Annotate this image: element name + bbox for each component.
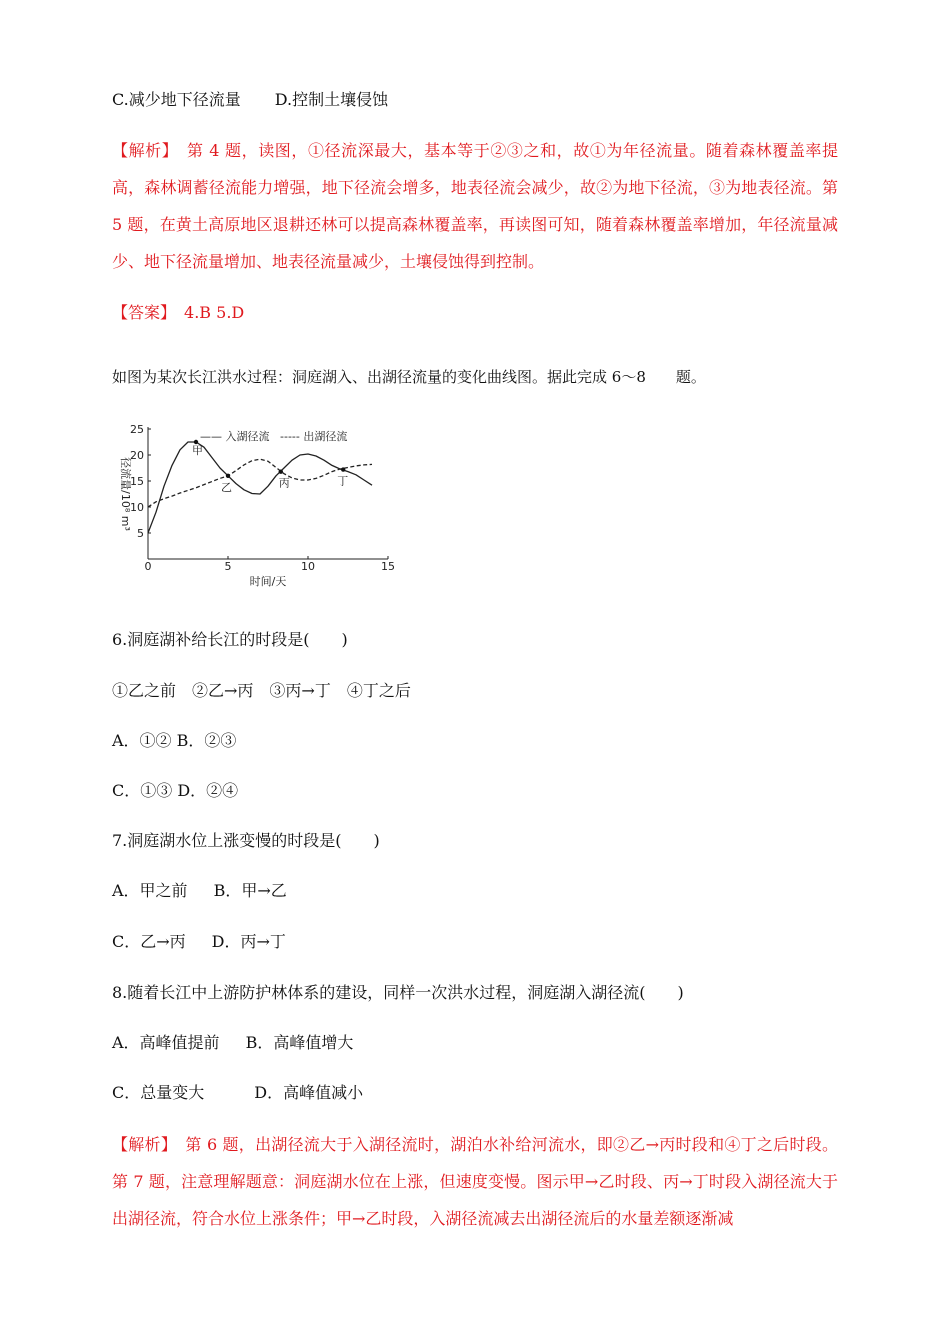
analysis-label: 【解析】 [112, 141, 171, 160]
y-tick-label: 15 [130, 475, 144, 488]
point-label-乙: 乙 [221, 480, 232, 494]
x-tick-label: 5 [224, 560, 232, 573]
x-tick-label: 10 [301, 560, 315, 573]
y-axis-label: 径流量/10⁸ m³ [119, 457, 132, 531]
q5-option-row [112, 90, 388, 110]
q5-option-c: C.减少地下径流量 [112, 90, 241, 109]
point-label-丙: 丙 [278, 476, 290, 490]
point-乙 [226, 474, 230, 478]
y-tick-label: 5 [137, 527, 144, 540]
point-丁 [341, 467, 345, 471]
q7-option-d: D．丙→丁 [211, 932, 286, 951]
q5-option-d: D.控制土壤侵蚀 [274, 90, 389, 109]
legend-outflow: ----- 出湖径流 [280, 430, 348, 443]
q6-items: ①乙之前 ②乙→丙 ③丙→丁 ④丁之后 [112, 681, 411, 700]
analysis-label: 【解析】 [112, 1135, 170, 1154]
y-tick-label: 25 [130, 423, 144, 436]
q8-options-ab [112, 1033, 353, 1053]
analysis-4-5 [112, 132, 838, 280]
q7-option-c: C．乙→丙 [112, 932, 186, 951]
q7-options-ab [112, 881, 287, 901]
q8-option-a: A．高峰值提前 [112, 1033, 220, 1052]
q8-option-d: D．高峰值减小 [254, 1083, 364, 1102]
q8-option-c: C．总量变大 [112, 1083, 205, 1102]
analysis-text: 第 6 题，出湖径流大于入湖径流时，湖泊水补给河流水，即②乙→丙时段和④丁之后时段。第 7 题，注意理解题意：洞庭湖水位在上涨，但速度变慢。图示甲→乙时段、丙→丁时段入湖径流大于出湖径流，符合水位上涨条件；甲→乙时段，入湖径流减去出湖径流后的水量差额逐渐减 [112, 1135, 838, 1228]
q7-option-b: B．甲→乙 [213, 881, 287, 900]
q8-option-b: B．高峰值增大 [245, 1033, 354, 1052]
q7-options-cd [112, 932, 286, 952]
point-label-丁: 丁 [337, 474, 349, 488]
answer-text: 4.B 5.D [184, 303, 245, 322]
q6-options-cd: C．①③ D．②④ [112, 781, 239, 800]
q6-stem: 6.洞庭湖补给长江的时段是( ) [112, 630, 348, 649]
q8-stem: 8.随着长江中上游防护林体系的建设，同样一次洪水过程，洞庭湖入湖径流( ) [112, 983, 684, 1002]
q6-options-ab: A．①② B．②③ [112, 731, 237, 750]
answer-label: 【答案】 [112, 303, 169, 322]
x-tick-label: 15 [381, 560, 395, 573]
analysis-text: 第 4 题，读图，①径流深最大，基本等于②③之和，故①为年径流量。随着森林覆盖率提高，森林调蓄径流能力增强，地下径流会增多，地表径流会减少，故②为地下径流，③为地表径流。第 5 题，在黄土高原地区退耕还林可以提高森林覆盖率，再读图可知，随着森林覆盖率增加，年径流量减少、地下径流量增加、地表径流量减少，土壤侵蚀得到控制。 [112, 141, 838, 271]
question-intro: 如图为某次长江洪水过程：洞庭湖入、出湖径流量的变化曲线图。据此完成 6～8 题。 [112, 368, 706, 386]
y-tick-label: 10 [130, 501, 144, 514]
chart-axes [119, 423, 395, 588]
q8-options-cd [112, 1083, 363, 1103]
analysis-6-8 [112, 1126, 838, 1237]
point-丙 [279, 469, 283, 473]
q7-stem: 7.洞庭湖水位上涨变慢的时段是( ) [112, 831, 380, 850]
runoff-chart [112, 418, 402, 590]
legend-inflow: —— 入湖径流 [200, 430, 270, 443]
chart-marks [148, 440, 372, 533]
answer-line [112, 303, 244, 323]
x-tick-label: 0 [144, 560, 152, 573]
q7-option-a: A．甲之前 [112, 881, 188, 900]
y-tick-label: 20 [130, 449, 144, 462]
point-label-甲: 甲 [192, 444, 203, 457]
x-axis-label: 时间/天 [249, 575, 287, 588]
